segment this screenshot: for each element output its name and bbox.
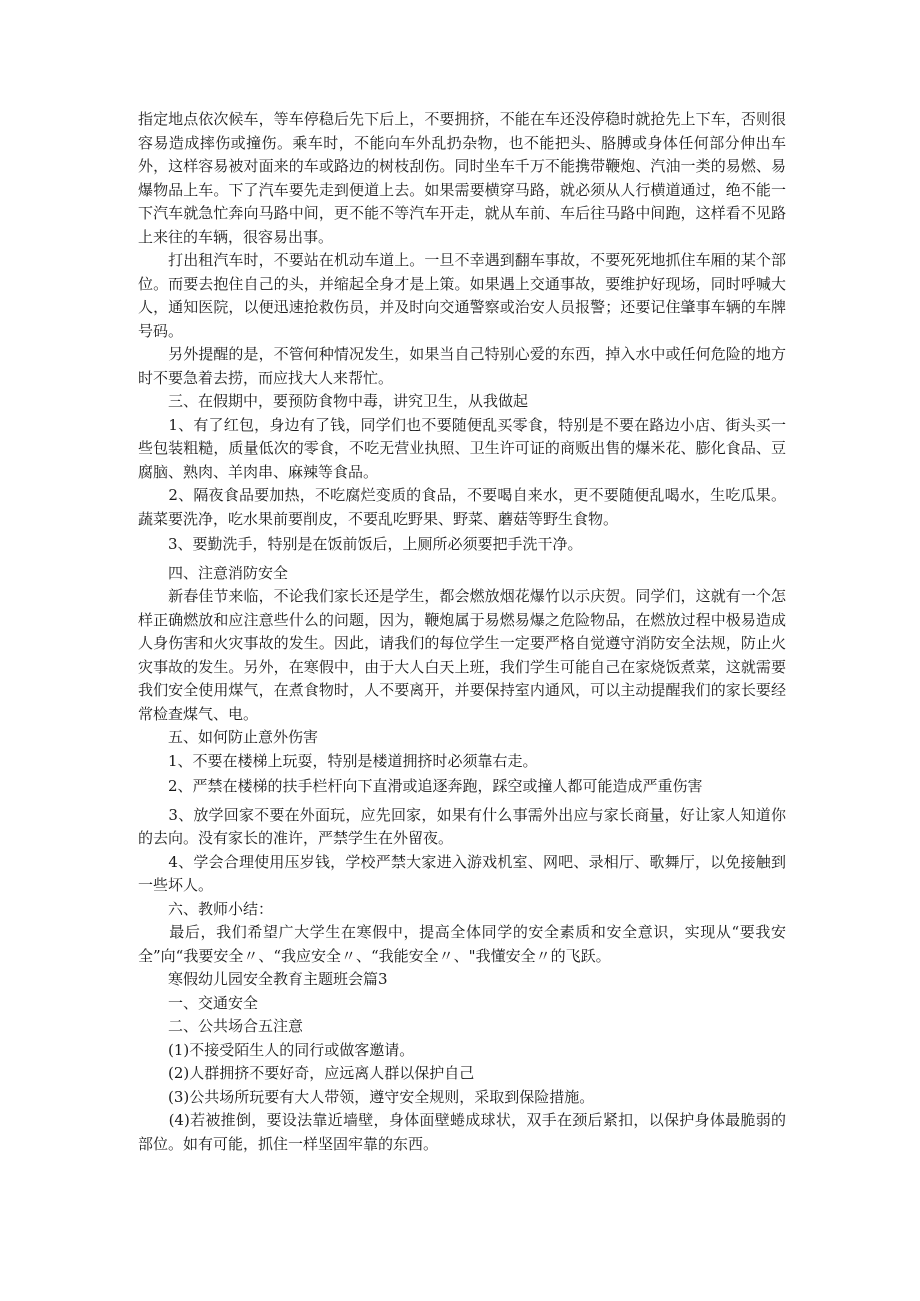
paragraph-summary: 最后，我们希望广大学生在寒假中，提高全体同学的安全素质和安全意识，实现从“要我安全”向“我要安全〃、“我应安全〃、“我能安全〃、"我懂安全〃的飞跃。 xyxy=(138,923,786,965)
paragraph-taxi-safety: 打出租汽车时，不要站在机动车道上。一旦不幸遇到翻车事故，不要死死地抓住车厢的某个部位。而要去抱住自己的头，并缩起全身才是上策。如果遇上交通事故，要维护好现场，同时呼喊大人，通知医院，以便迅速抢救伤员，并及时向交通警察或治安人员报警；还要记住肇事车辆的车牌号码。 xyxy=(138,251,786,340)
list-item-accident-3: 3、放学回家不要在外面玩，应先回家，如果有什么事需外出应与家长商量，好让家人知道你的去向。没有家长的准许，严禁学生在外留夜。 xyxy=(138,805,786,847)
list-item-food-2: 2、隔夜食品要加热，不吃腐烂变质的食品，不要喝自来水，更不要随便乱喝水，生吃瓜果。蔬菜要洗净，吃水果前要削皮，不要乱吃野果、野菜、蘑菇等野生食物。 xyxy=(138,486,786,528)
paragraph-fire-safety: 新春佳节来临，不论我们家长还是学生，都会燃放烟花爆竹以示庆贺。同学们，这就有一个怎样正确燃放和应注意些什么的问题，因为，鞭炮属于易燃易爆之危险物品，在燃放过程中极易造成人身伤害和火灾事故的发生。因此，请我们的每位学生一定要严格自觉遵守消防安全法规，防止火灾事故的发生。另外，在寒假中，由于大人白天上班，我们学生可能自己在家烧饭煮菜，这就需要我们安全使用煤气，在煮食物时，人不要离开，并要保持室内通风，可以主动提醒我们的家长要经常检查煤气、电。 xyxy=(138,587,786,723)
heading-public-places: 二、公共场合五注意 xyxy=(138,1017,304,1035)
list-item-food-3: 3、要勤洗手，特别是在饭前饭后，上厕所必须要把手洗干净。 xyxy=(138,535,583,553)
list-item-public-2: (2)人群拥挤不要好奇，应远离人群以保护自己 xyxy=(138,1064,475,1082)
section-title-part-3: 寒假幼儿园安全教育主题班会篇3 xyxy=(138,970,388,988)
list-item-accident-1: 1、不要在楼梯上玩耍，特别是楼道拥挤时必须靠右走。 xyxy=(138,751,538,770)
heading-traffic-safety: 一、交通安全 xyxy=(138,993,259,1012)
paragraph-reminder: 另外提醒的是，不管何种情况发生，如果当自己特别心爱的东西，掉入水中或任何危险的地方时不要急着去捞，而应找大人来帮忙。 xyxy=(138,345,786,387)
list-item-food-1: 1、有了红包，身边有了钱，同学们也不要随便乱买零食，特别是不要在路边小店、街头买一些包装粗糙，质量低次的零食，不吃无营业执照、卫生许可证的商贩出售的爆米花、膨化食品、豆腐脑、熟肉、羊肉串、麻辣等食品。 xyxy=(138,415,786,481)
heading-food-safety: 三、在假期中，要预防食物中毒，讲究卫生，从我做起 xyxy=(138,392,529,410)
heading-fire-safety: 四、注意消防安全 xyxy=(138,563,289,582)
list-item-public-4: (4)若被推倒，要设法靠近墙壁，身体面壁蜷成球状，双手在颈后紧扣，以保护身体最脆弱的部位。如有可能，抓住一样坚固牢靠的东西。 xyxy=(138,1111,786,1153)
heading-accident-prevention: 五、如何防止意外伤害 xyxy=(138,728,319,746)
list-item-accident-4: 4、学会合理使用压岁钱，学校严禁大家进入游戏机室、网吧、录相厅、歌舞厅，以免接触到一些坏人。 xyxy=(138,852,786,894)
list-item-public-1: (1)不接受陌生人的同行或做客邀请。 xyxy=(138,1040,415,1059)
document-page xyxy=(138,108,786,1156)
list-item-accident-2: 2、严禁在楼梯的扶手栏杆向下直滑或追逐奔跑，踩空或撞人都可能造成严重伤害 xyxy=(138,777,703,795)
list-item-public-3: (3)公共场所玩要有大人带领，遵守安全规则，采取到保险措施。 xyxy=(138,1087,595,1106)
paragraph-transport-continued: 指定地点依次候车，等车停稳后先下后上，不要拥挤，不能在车还没停稳时就抢先上下车，否则很容易造成摔伤或撞伤。乘车时，不能向车外乱扔杂物，也不能把头、胳膊或身体任何部分伸出车外，这样容易被对面来的车或路边的树枝刮伤。同时坐车千万不能携带鞭炮、汽油一类的易燃、易爆物品上车。下了汽车要先走到便道上去。如果需要横穿马路，就必须从人行横道通过，绝不能一下汽车就急忙奔向马路中间，更不能不等汽车开走，就从车前、车后往马路中间跑，这样看不见路上来往的车辆，很容易出事。 xyxy=(138,110,786,246)
heading-teacher-summary: 六、教师小结： xyxy=(138,899,274,918)
